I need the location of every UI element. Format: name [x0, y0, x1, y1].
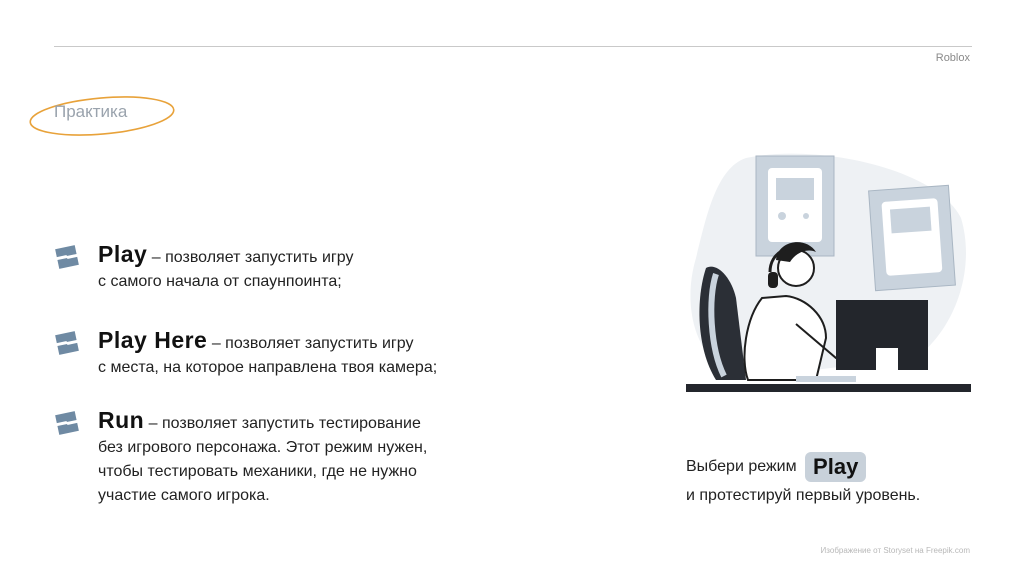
item-line: чтобы тестировать механики, где не нужно [98, 463, 417, 480]
cta-prefix: Выбери режим [686, 458, 797, 476]
item-text [98, 328, 437, 380]
header-divider [54, 46, 972, 47]
brand-label: Roblox [935, 52, 970, 64]
section-heading [28, 94, 176, 138]
section-title: Практика [54, 102, 128, 121]
play-mode-chip: Play [805, 452, 866, 482]
item-line: – позволяет запустить игру [151, 249, 354, 266]
cta-line2: и протестируй первый уровень. [686, 487, 921, 504]
item-text [98, 408, 427, 508]
call-to-action [686, 452, 920, 510]
item-line: участие самого игрока. [98, 487, 270, 504]
item-text [98, 242, 353, 294]
item-line: без игрового персонажа. Этот режим нужен, [98, 439, 428, 456]
image-credit: Изображение от Storyset на Freepik.com [820, 546, 970, 555]
roblox-studio-icon [54, 410, 80, 436]
item-line: с места, на которое направлена твоя камера; [98, 359, 438, 376]
item-line: – позволяет запустить тестирование [148, 415, 421, 432]
keyword-play-here: Play Here [98, 327, 208, 353]
roblox-studio-icon [54, 330, 80, 356]
item-line: – позволяет запустить игру [211, 335, 414, 352]
keyword-run: Run [98, 407, 145, 433]
roblox-studio-icon [54, 244, 80, 270]
keyword-play: Play [98, 241, 148, 267]
gamer-illustration [676, 148, 976, 398]
item-line: с самого начала от спаунпоинта; [98, 273, 342, 290]
